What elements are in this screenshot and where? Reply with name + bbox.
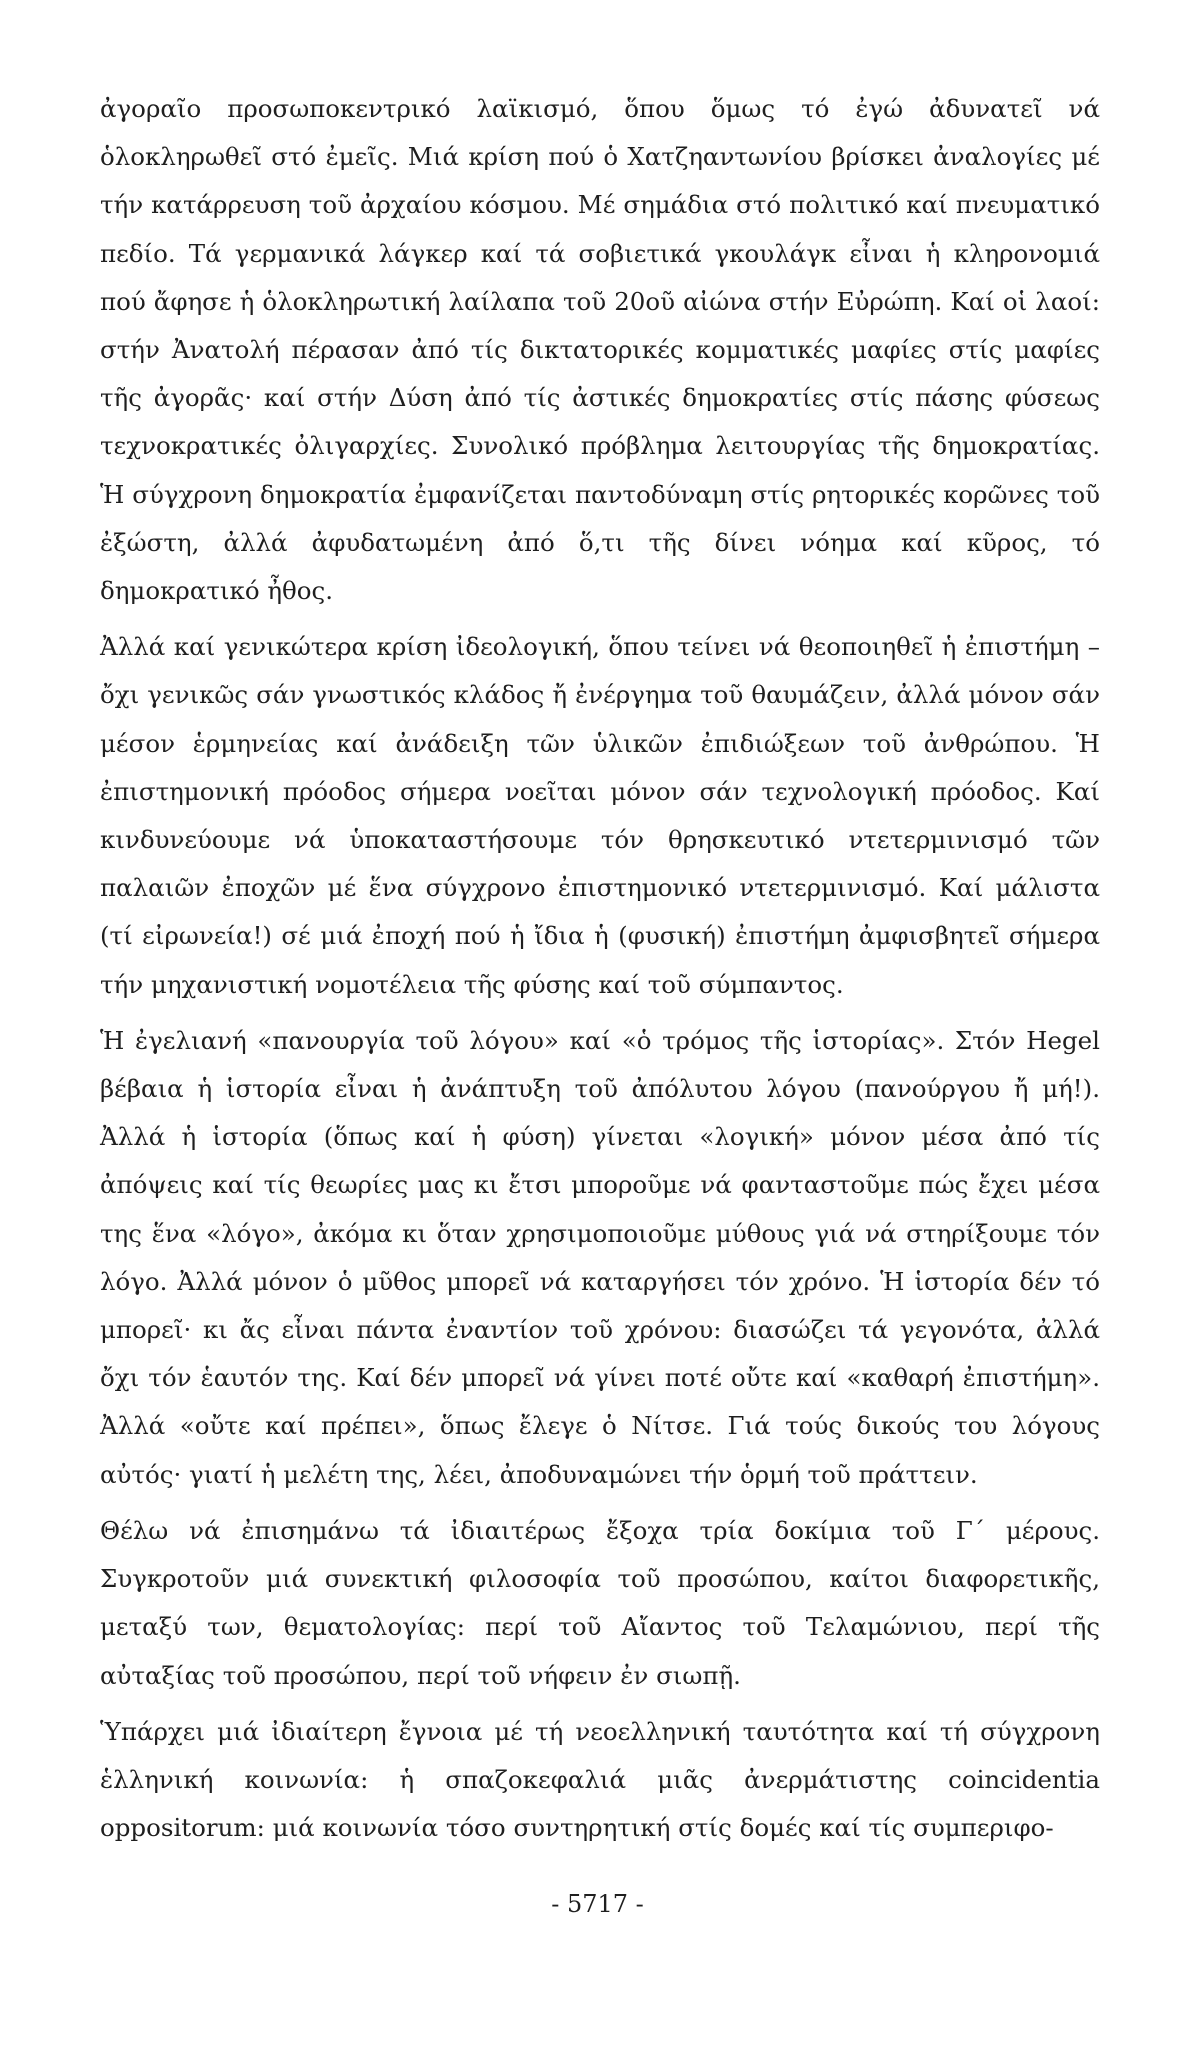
paragraph-3: Ἡ ἐγελιανή «πανουργία τοῦ λόγου» καί «ὁ τρόμος τῆς ἱστορίας». Στόν Hegel βέβαια ἡ ἱστορία εἶναι ἡ ἀνάπτυξη τοῦ ἀπόλυτου λόγου (πανούργου ἤ μή!). Ἀλλά ἡ ἱστορία (ὅπως καί ἡ φύση) γίνεται «λογική» μόνον μέσα ἀπό τίς ἀπόψεις καί τίς θεωρίες μας κι ἔτσι μποροῦμε νά φανταστοῦμε πώς ἔχει μέσα της ἕνα «λόγο», ἀκόμα κι ὅταν χρησιμοποιοῦμε μύθους γιά νά στηρίξουμε τόν λόγο. Ἀλλά μόνον ὁ μῦθος μπορεῖ νά καταργήσει τόν χρόνο. Ἡ ἱστορία δέν τό μπορεῖ· κι ἄς εἶναι πάντα ἐναντίον τοῦ χρόνου: διασώζει τά γεγονότα, ἀλλά ὄχι τόν ἑαυτόν της. Καί δέν μπορεῖ νά γίνει ποτέ οὔτε καί «καθαρή ἐπιστήμη». Ἀλλά «οὔτε καί πρέπει», ὅπως ἔλεγε ὁ Νίτσε. Γιά τούς δικούς του λόγους αὐτός· γιατί ἡ μελέτη της, λέει, ἀποδυναμώνει τήν ὁρμή τοῦ πράττειν. [100,1025,1100,1489]
document-body [100,85,1100,1852]
paragraph-5: Ὑπάρχει μιά ἰδιαίτερη ἔγνοια μέ τή νεοελληνική ταυτότητα καί τή σύγχρονη ἑλληνική κοινωνία: ἡ σπαζοκεφαλιά μιᾶς ἀνερμάτιστης coincidentia oppositorum: μιά κοινωνία τόσο συντηρητική στίς δομές καί τίς συμπεριφο- [100,1716,1100,1843]
paragraph-4: Θέλω νά ἐπισημάνω τά ἰδιαιτέρως ἔξοχα τρία δοκίμια τοῦ Γ΄ μέρους. Συγκροτοῦν μιά συνεκτική φιλοσοφία τοῦ προσώπου, καίτοι διαφορετικῆς, μεταξύ των, θεματολογίας: περί τοῦ Αἴαντος τοῦ Τελαμώνιου, περί τῆς αὐταξίας τοῦ προσώπου, περί τοῦ νήφειν ἐν σιωπῇ. [100,1515,1100,1690]
paragraph-1: ἀγοραῖο προσωποκεντρικό λαϊκισμό, ὅπου ὅμως τό ἐγώ ἀδυνατεῖ νά ὁλοκληρωθεῖ στό ἐμεῖς. Μιά κρίση πού ὁ Χατζηαντωνίου βρίσκει ἀναλογίες μέ τήν κατάρρευση τοῦ ἀρχαίου κόσμου. Μέ σημάδια στό πολιτικό καί πνευματικό πεδίο. Τά γερμανικά λάγκερ καί τά σοβιετικά γκουλάγκ εἶναι ἡ κληρονομιά πού ἄφησε ἡ ὁλοκληρωτική λαίλαπα τοῦ 20οῦ αἰώνα στήν Εὐρώπη. Καί οἱ λαοί: στήν Ἀνατολή πέρασαν ἀπό τίς δικτατορικές κομματικές μαφίες στίς μαφίες τῆς ἀγορᾶς· καί στήν Δύση ἀπό τίς ἀστικές δημοκρατίες στίς πάσης φύσεως τεχνοκρατικές ὀλιγαρχίες. Συνολικό πρόβλημα λειτουργίας τῆς δημοκρατίας. Ἡ σύγχρονη δημοκρατία ἐμφανίζεται παντοδύναμη στίς ρητορικές κορῶνες τοῦ ἐξώστη, ἀλλά ἀφυδατωμένη ἀπό ὅ,τι τῆς δίνει νόημα καί κῦρος, τό δημοκρατικό ἦθος. [100,94,1100,606]
page-number: - 5717 - [551,1890,644,1918]
paragraph-2: Ἀλλά καί γενικώτερα κρίση ἰδεολογική, ὅπου τείνει νά θεοποιηθεῖ ἡ ἐπιστήμη –ὄχι γενικῶς σάν γνωστικός κλάδος ἤ ἐνέργημα τοῦ θαυμάζειν, ἀλλά μόνον σάν μέσον ἑρμηνείας καί ἀνάδειξη τῶν ὑλικῶν ἐπιδιώξεων τοῦ ἀνθρώπου. Ἡ ἐπιστημονική πρόοδος σήμερα νοεῖται μόνον σάν τεχνολογική πρόοδος. Καί κινδυνεύουμε νά ὑποκαταστήσουμε τόν θρησκευτικό ντετερμινισμό τῶν παλαιῶν ἐποχῶν μέ ἕνα σύγχρονο ἐπιστημονικό ντετερμινισμό. Καί μάλιστα (τί εἰρωνεία!) σέ μιά ἐποχή πού ἡ ἴδια ἡ (φυσική) ἐπιστήμη ἀμφισβητεῖ σήμερα τήν μηχανιστική νομοτέλεια τῆς φύσης καί τοῦ σύμπαντος. [100,632,1100,999]
